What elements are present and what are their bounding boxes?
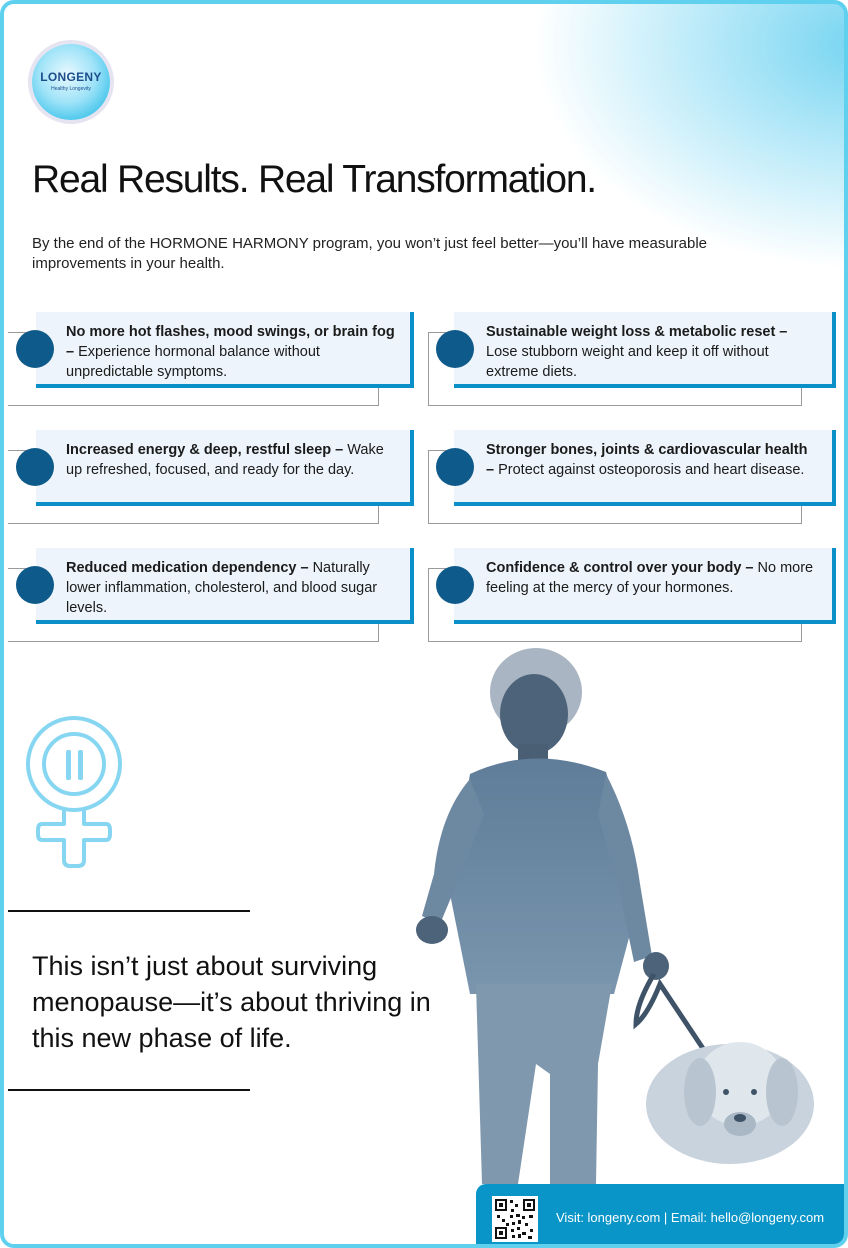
contact-info: Visit: longeny.com | Email: hello@longeny.com (556, 1210, 825, 1225)
benefit-body: Naturally lower inflammation, cholesterol, and blood sugar levels. (66, 560, 378, 616)
benefit-heading: Sustainable weight loss & metabolic reset – (486, 324, 788, 340)
benefit-text (66, 440, 396, 480)
bullet-dot-icon (16, 566, 54, 604)
benefit-body: Lose stubborn weight and keep it off without extreme diets. (486, 344, 769, 380)
benefit-text (486, 558, 816, 598)
benefit-body: No more feeling at the mercy of your hormones. (486, 560, 814, 596)
benefit-card (428, 548, 828, 643)
longeny-logo (32, 44, 110, 120)
bullet-dot-icon (436, 566, 474, 604)
benefit-heading: Stronger bones, joints & cardiovascular health – (486, 442, 808, 478)
page-title: Real Results. Real Transformation. (32, 158, 596, 201)
divider-line (8, 910, 250, 912)
brand-name: LONGENY (40, 70, 102, 84)
benefit-heading: Reduced medication dependency – (66, 560, 309, 576)
benefit-text (66, 558, 396, 618)
bullet-dot-icon (436, 448, 474, 486)
benefit-body: Protect against osteoporosis and heart disease. (498, 462, 805, 478)
intro-text: By the end of the HORMONE HARMONY program, you won’t just feel better—you’ll have measurable improvements in your health. (32, 235, 708, 272)
benefit-card (8, 548, 408, 643)
benefit-card (428, 430, 828, 525)
benefit-body: Wake up refreshed, focused, and ready for the day. (66, 442, 384, 478)
benefit-text (486, 322, 816, 382)
contact-footer (476, 1184, 848, 1248)
benefit-heading: No more hot flashes, mood swings, or brain fog – (66, 324, 395, 360)
bullet-dot-icon (436, 330, 474, 368)
benefit-heading: Increased energy & deep, restful sleep – (66, 442, 344, 458)
qr-code-icon[interactable] (492, 1196, 538, 1242)
venus-symbol-icon (24, 716, 128, 872)
benefit-text (486, 440, 816, 480)
closing-quote: This isn’t just about surviving menopause—it’s about thriving in this new phase of life. (32, 951, 431, 1053)
woman-walking-dog-photo (400, 644, 844, 1184)
brand-tagline: Healthy Longevity (51, 86, 91, 92)
benefit-heading: Confidence & control over your body – (486, 560, 754, 576)
benefit-text (66, 322, 396, 382)
divider-line (8, 1089, 250, 1091)
benefit-body: Experience hormonal balance without unpredictable symptoms. (66, 344, 320, 380)
benefit-card (8, 312, 408, 407)
bullet-dot-icon (16, 448, 54, 486)
benefit-card (428, 312, 828, 407)
bullet-dot-icon (16, 330, 54, 368)
benefit-card (8, 430, 408, 525)
